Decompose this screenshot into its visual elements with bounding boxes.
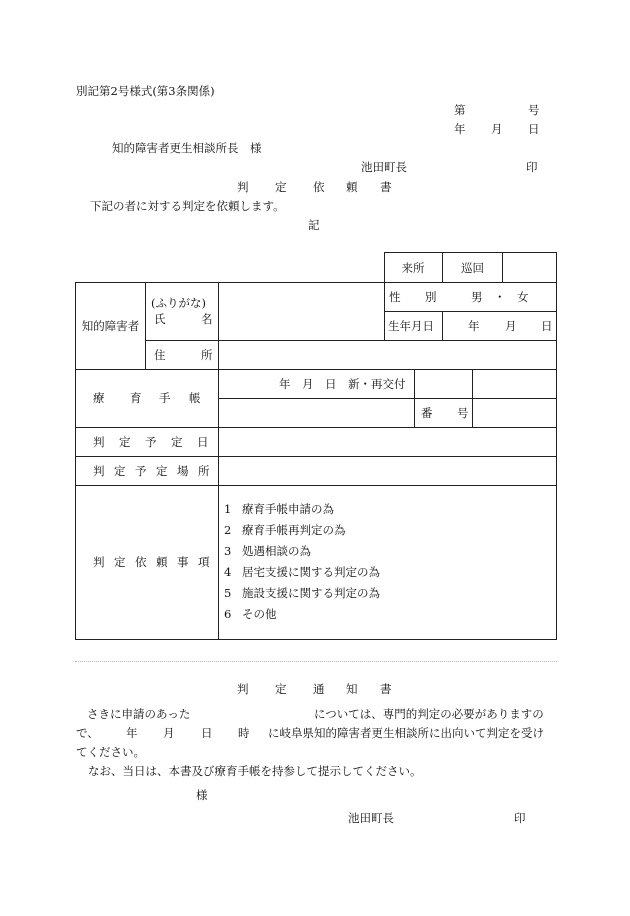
request-title-2: 定 xyxy=(275,180,287,194)
request-items-label-4: 頼 xyxy=(156,555,168,569)
notice-sender: 池田町長 xyxy=(348,811,394,825)
dob-day: 日 xyxy=(541,319,553,333)
request-item-number: 4 xyxy=(224,565,232,579)
scheduled-date-label-1: 判 xyxy=(93,435,105,449)
notice-title-3: 通 xyxy=(313,682,325,696)
dob-year: 年 xyxy=(468,319,480,333)
techo-number-label-1: 番 xyxy=(421,406,433,420)
scheduled-place-label-4: 定 xyxy=(156,464,168,478)
request-title-1: 判 xyxy=(237,180,249,194)
request-title-5: 書 xyxy=(380,180,392,194)
request-item-number: 1 xyxy=(224,502,232,516)
dob-label: 生年月日 xyxy=(388,319,434,333)
date-day: 日 xyxy=(528,122,540,136)
notice-title-2: 定 xyxy=(275,682,287,696)
notice-line4: なお、当日は、本書及び療育手帳を持参して提示してください。 xyxy=(88,764,422,778)
ki-mark: 記 xyxy=(308,218,320,232)
sex-label-2: 別 xyxy=(425,290,437,304)
request-item-text: 療育手帳再判定の為 xyxy=(242,523,346,537)
request-item-number: 2 xyxy=(224,523,232,537)
request-item xyxy=(224,544,311,558)
techo-label-3: 手 xyxy=(159,391,171,405)
number-dai: 第 xyxy=(454,103,466,117)
request-item-number: 3 xyxy=(224,544,232,558)
scheduled-date-label-5: 日 xyxy=(197,435,209,449)
visit-in-office: 来所 xyxy=(401,260,425,275)
request-item xyxy=(224,502,334,516)
person-group-label: 知的障害者 xyxy=(81,319,140,333)
visit-tour: 巡回 xyxy=(461,260,484,275)
name-label-2: 名 xyxy=(201,312,213,326)
sex-label-1: 性 xyxy=(389,290,401,304)
request-items-label-5: 事 xyxy=(177,555,189,569)
request-item-text: 施設支援に関する判定の為 xyxy=(242,586,380,600)
request-item xyxy=(224,607,277,621)
notice-line2-b: に岐阜県知的障害者更生相談所に出向いて判定を受け xyxy=(268,726,544,740)
notice-title-1: 判 xyxy=(237,682,249,696)
notice-line2-day: 日 xyxy=(201,726,213,740)
scheduled-place-label-2: 定 xyxy=(114,464,126,478)
request-item-text: 処遇相談の為 xyxy=(242,544,311,558)
scheduled-place-label-1: 判 xyxy=(93,464,105,478)
request-item xyxy=(224,565,380,579)
request-intro: 下記の者に対する判定を依頼します。 xyxy=(90,199,285,213)
techo-label-1: 療 xyxy=(93,391,105,405)
request-item-text: 居宅支援に関する判定の為 xyxy=(242,565,380,579)
sex-value: 男 ・ 女 xyxy=(471,290,529,304)
scheduled-place-label-3: 予 xyxy=(135,464,147,478)
request-item-number: 6 xyxy=(224,607,232,621)
request-item xyxy=(224,523,346,537)
notice-title-5: 書 xyxy=(380,682,392,696)
request-items-label-2: 定 xyxy=(114,555,126,569)
request-items-label-1: 判 xyxy=(93,555,105,569)
notice-seal: 印 xyxy=(514,811,526,825)
request-items-label-3: 依 xyxy=(135,555,147,569)
techo-label-2: 育 xyxy=(130,391,142,405)
techo-number-label-2: 号 xyxy=(457,406,469,420)
date-month: 月 xyxy=(491,122,503,136)
request-item-number: 5 xyxy=(224,586,232,600)
request-item-text: 療育手帳申請の為 xyxy=(242,502,334,516)
scheduled-date-label-4: 定 xyxy=(171,435,183,449)
notice-title-4: 知 xyxy=(346,682,358,696)
addressee: 知的障害者更生相談所長 様 xyxy=(112,141,262,155)
request-items-label-6: 項 xyxy=(198,555,210,569)
address-label-2: 所 xyxy=(201,348,213,362)
techo-label-4: 帳 xyxy=(189,391,201,405)
dob-month: 月 xyxy=(505,319,517,333)
seal-mark: 印 xyxy=(526,160,538,174)
notice-line2-hour: 時 xyxy=(238,726,250,740)
number-go: 号 xyxy=(528,103,540,117)
notice-line1-a: さきに申請のあった xyxy=(87,707,191,721)
request-item xyxy=(224,586,380,600)
request-title-3: 依 xyxy=(313,180,325,194)
request-title-4: 頼 xyxy=(346,180,358,194)
form-label: 別記第2号様式(第3条関係) xyxy=(76,84,215,98)
notice-sama: 様 xyxy=(196,788,208,802)
scheduled-place-label-6: 所 xyxy=(198,464,210,478)
section-divider xyxy=(75,661,557,662)
name-label-1: 氏 xyxy=(154,312,166,326)
scheduled-date-label-3: 予 xyxy=(145,435,157,449)
address-label-1: 住 xyxy=(154,348,166,362)
date-year: 年 xyxy=(454,122,466,136)
techo-issue: 年 月 日 新・再交付 xyxy=(279,377,406,391)
notice-line2-month: 月 xyxy=(163,726,175,740)
scheduled-date-label-2: 定 xyxy=(119,435,131,449)
request-item-text: その他 xyxy=(242,607,277,621)
notice-line3: てください。 xyxy=(76,745,145,759)
notice-line2-year: 年 xyxy=(126,726,138,740)
notice-line1-b: については、専門的判定の必要がありますの xyxy=(314,707,544,721)
sender: 池田町長 xyxy=(361,160,407,174)
scheduled-place-label-5: 場 xyxy=(177,464,189,478)
notice-line2-a: で、 xyxy=(76,726,99,740)
furigana-label: (ふりがな) xyxy=(151,296,206,310)
